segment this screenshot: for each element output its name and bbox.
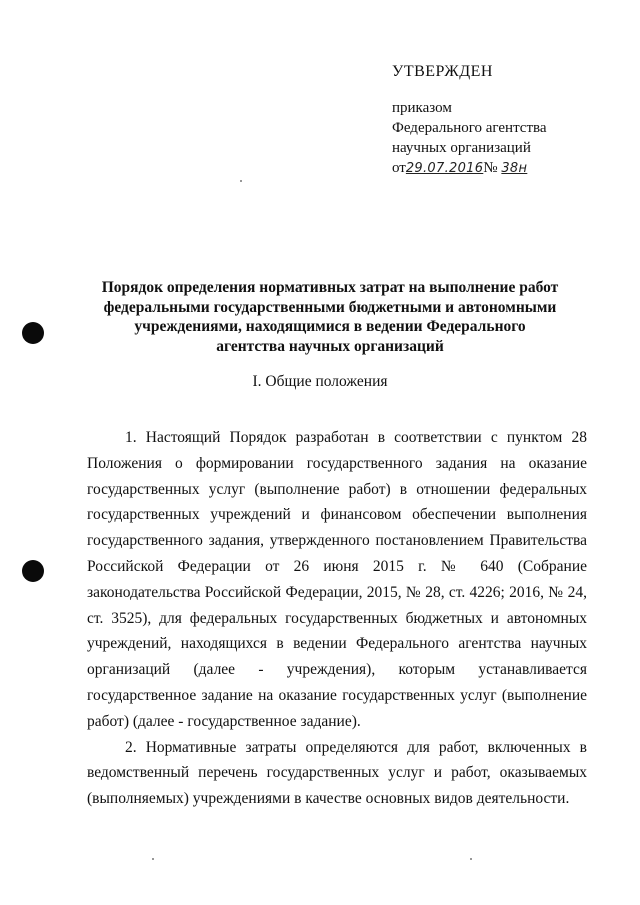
paragraph: 2. Нормативные затраты определяются для работ, включенных в ведомственный перечень государственных услуг и работ, оказываемых (выполняемых) учреждениями в качестве основных видов деятельности.: [87, 738, 587, 808]
document-body: [87, 425, 587, 812]
date-prefix: от: [392, 160, 406, 176]
scan-speck: [470, 858, 472, 860]
punch-hole-top: [22, 322, 44, 344]
punch-hole-bottom: [22, 560, 44, 582]
handwritten-number: 38н: [501, 161, 528, 176]
scan-speck: [152, 858, 154, 860]
document-title: Порядок определения нормативных затрат на выполнение работ федеральными государственными бюджетными и автономными учреждениями, находящимися в ведении Федерального агентства научных организаций: [101, 279, 559, 355]
approval-line: Федерального агентства: [392, 120, 547, 136]
approval-block: [392, 98, 547, 179]
approval-line: научных организаций: [392, 140, 531, 156]
approval-date-line: [392, 158, 547, 179]
section-heading: I. Общие положения: [252, 373, 388, 390]
number-prefix: №: [483, 160, 498, 176]
scan-speck: [240, 180, 242, 182]
paragraph: 1. Настоящий Порядок разработан в соответствии с пунктом 28 Положения о формировании государственного задания на оказание государственных услуг (выполнение работ) в отношении федеральных государственных учреждений и финансовом обеспечении выполнения государственного задания, утвержденного постановлением Правительства Российской Федерации от 26 июня 2015 г. № 640 (Собрание законодательства Российской Федерации, 2015, № 28, ст. 4226; 2016, № 24, ст. 3525), для федеральных государственных бюджетных и автономных учреждений, находящихся в ведении Федерального агентства научных организаций (далее - учреждения), которым устанавливается государственное задание на оказание государственных услуг (выполнение работ) (далее - государственное задание).: [87, 429, 587, 730]
approval-line: приказом: [392, 100, 452, 116]
handwritten-date: 29.07.2016: [405, 161, 484, 176]
approval-title: УТВЕРЖДЕН: [392, 63, 493, 80]
